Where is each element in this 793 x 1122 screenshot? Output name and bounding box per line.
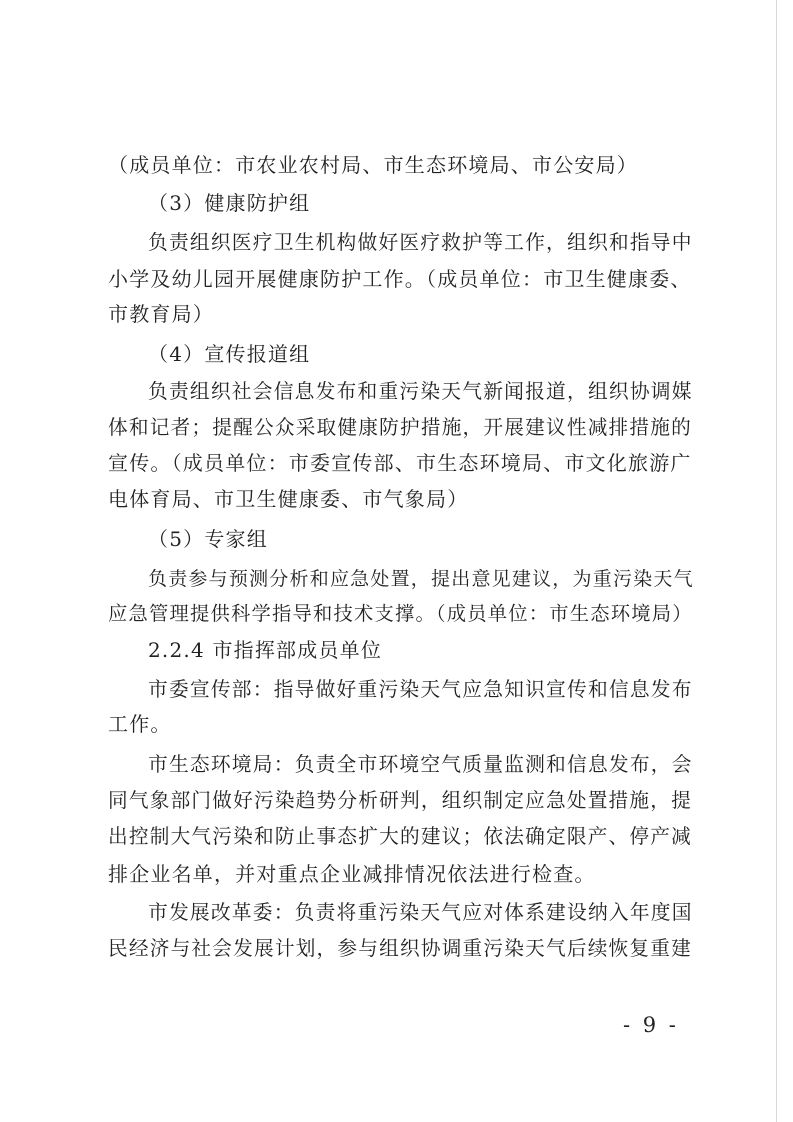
text-line: 排企业名单，并对重点企业减排情况依法进行检查。 bbox=[108, 862, 596, 886]
scan-edge-divider bbox=[776, 0, 777, 1122]
section-heading: （3）健康防护组 bbox=[148, 191, 311, 215]
text-line: 电体育局、市卫生健康委、市气象局） bbox=[108, 487, 469, 511]
text-line: 同气象部门做好污染趋势分析研判，组织制定应急处置措施，提 bbox=[108, 789, 692, 812]
text-line: 负责组织社会信息发布和重污染天气新闻报道，组织协调媒 bbox=[148, 380, 693, 403]
section-heading: （4）宣传报道组 bbox=[148, 342, 311, 366]
text-line: 应急管理提供科学指导和技术支撑。（成员单位：市生态环境局） bbox=[108, 602, 693, 625]
page-number: - 9 - bbox=[623, 1013, 679, 1037]
text-line: 出控制大气污染和防止事态扩大的建议；依法确定限产、停产减 bbox=[108, 825, 692, 848]
text-line: 市发展改革委：负责将重污染天气应对体系建设纳入年度国 bbox=[148, 901, 693, 924]
text-line: 负责组织医疗卫生机构做好医疗救护等工作，组织和指导中 bbox=[148, 231, 693, 254]
text-line: 小学及幼儿园开展健康防护工作。（成员单位：市卫生健康委、 bbox=[108, 267, 692, 291]
text-line: （成员单位：市农业农村局、市生态环境局、市公安局） bbox=[108, 153, 638, 177]
text-line: 工作。 bbox=[108, 712, 172, 736]
section-heading: （5）专家组 bbox=[148, 527, 268, 551]
text-line: 民经济与社会发展计划，参与组织协调重污染天气后续恢复重建 bbox=[108, 937, 692, 960]
text-line: 负责参与预测分析和应急处置，提出意见建议，为重污染天气 bbox=[148, 568, 694, 590]
text-line: 宣传。（成员单位：市委宣传部、市生态环境局、市文化旅游广 bbox=[108, 451, 692, 475]
text-line: 市委宣传部：指导做好重污染天气应急知识宣传和信息发布 bbox=[148, 678, 693, 701]
text-line: 市生态环境局：负责全市环境空气质量监测和信息发布，会 bbox=[148, 753, 693, 776]
text-line: 市教育局） bbox=[108, 302, 214, 326]
text-line: 体和记者；提醒公众采取健康防护措施，开展建议性减排措施的 bbox=[108, 416, 692, 439]
section-heading: 2.2.4 市指挥部成员单位 bbox=[148, 638, 383, 662]
